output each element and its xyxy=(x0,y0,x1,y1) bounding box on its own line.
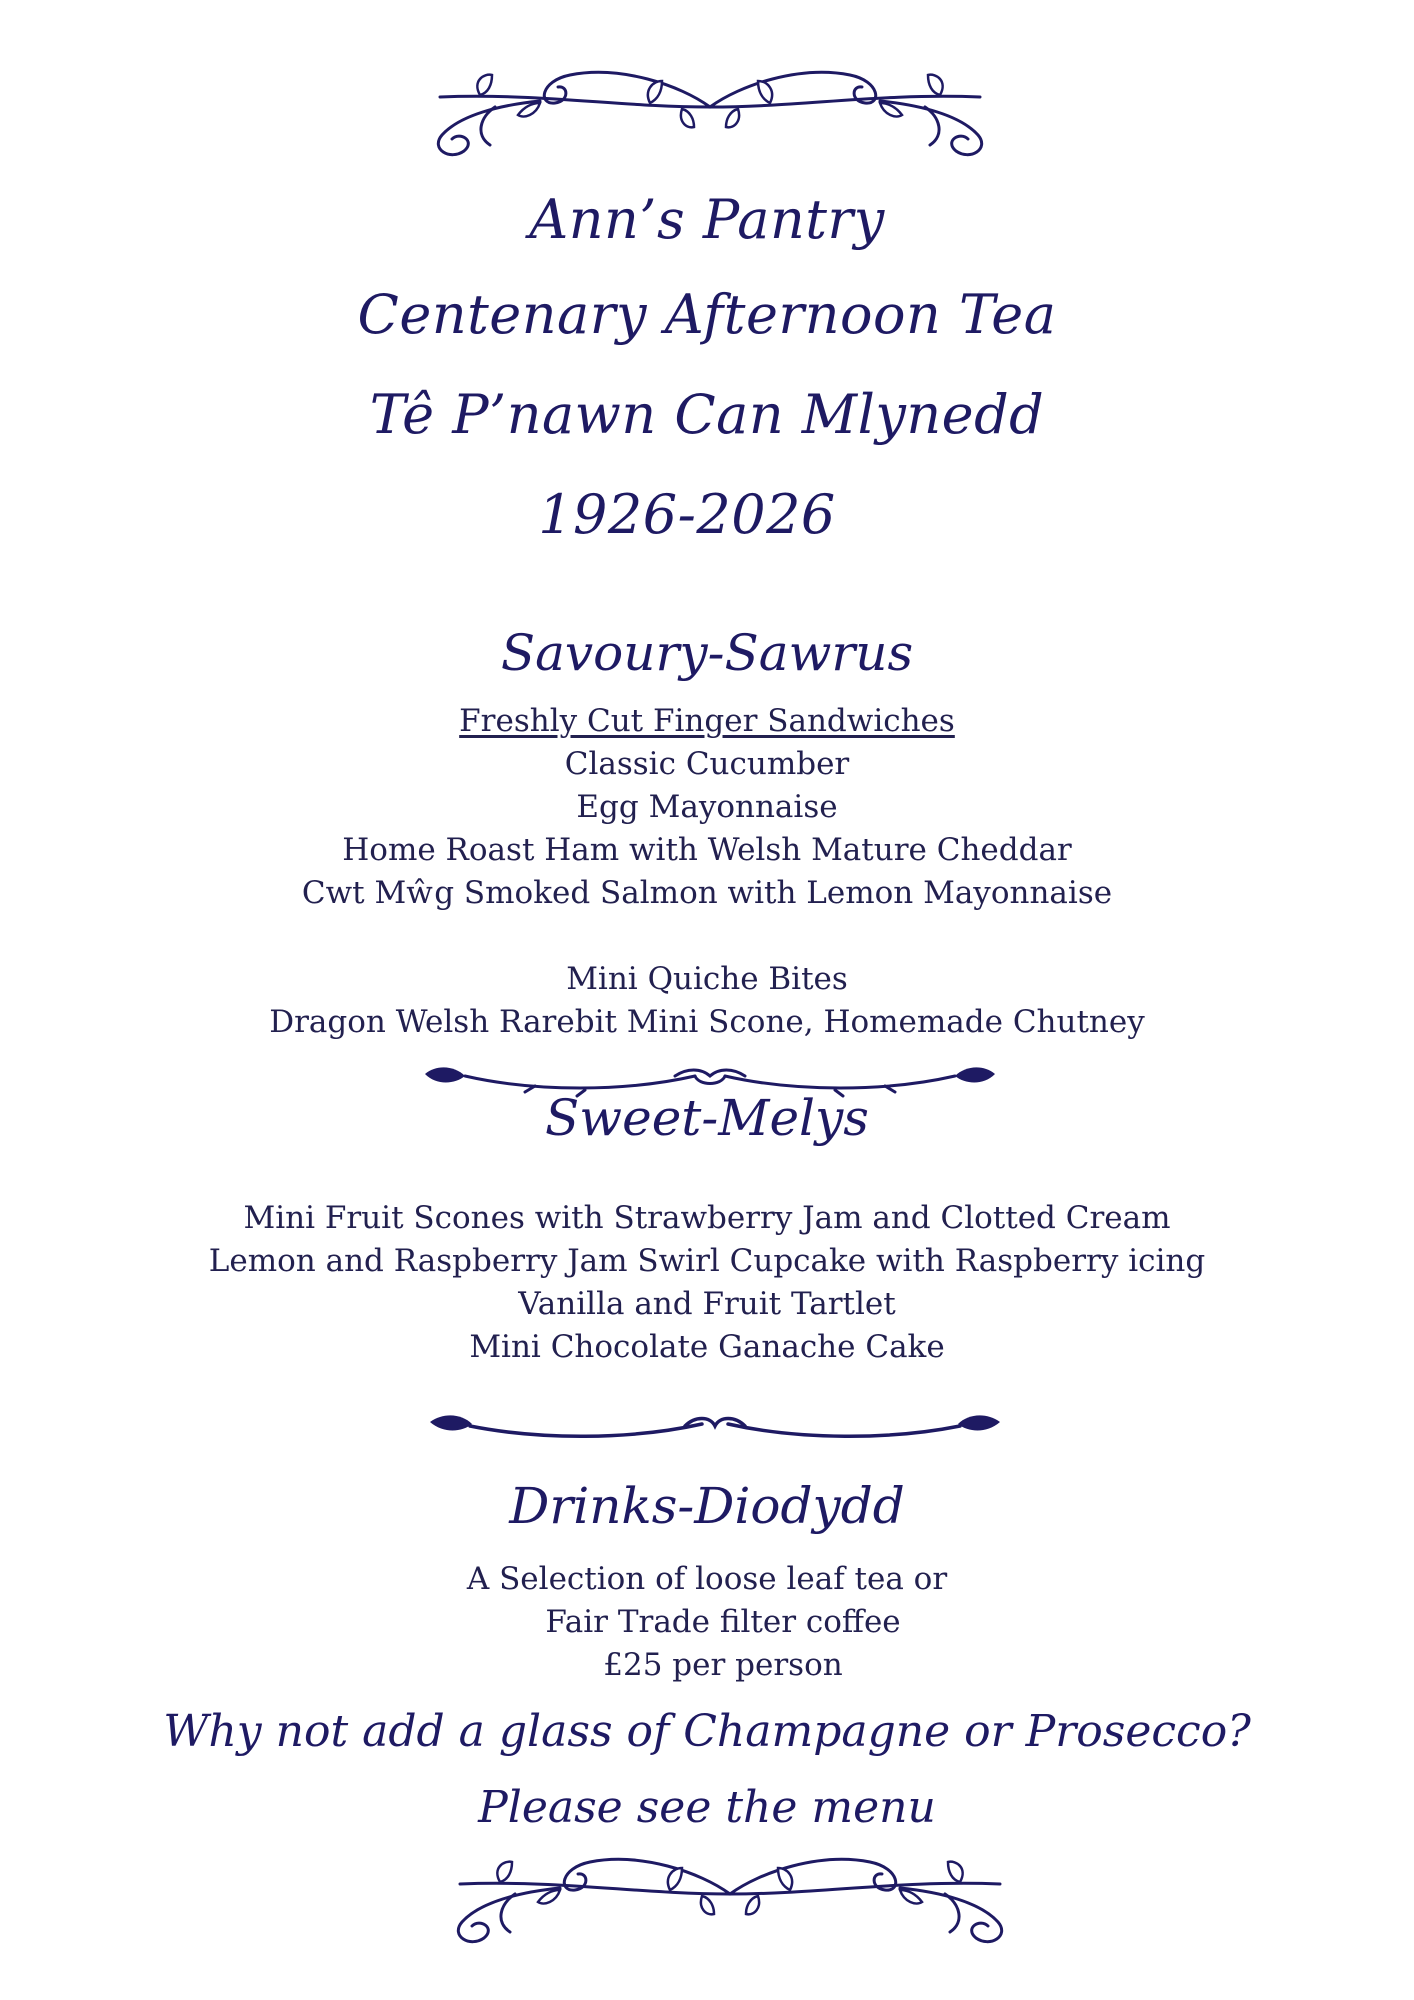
price: £25 per person xyxy=(603,1647,843,1683)
swash-divider-icon xyxy=(430,1412,1000,1448)
top-flourish-icon xyxy=(420,45,1000,165)
event-years: 1926-2026 xyxy=(538,483,836,546)
sandwich-item: Egg Mayonnaise xyxy=(576,789,838,825)
promo-note: Please see the menu xyxy=(478,1782,936,1833)
sandwich-item: Home Roast Ham with Welsh Mature Cheddar xyxy=(342,832,1072,868)
sweet-item: Mini Fruit Scones with Strawberry Jam and Clotted Cream xyxy=(243,1200,1171,1236)
savoury-extra-item: Mini Quiche Bites xyxy=(566,961,848,997)
restaurant-name: Ann’s Pantry xyxy=(529,188,885,251)
sweet-item: Mini Chocolate Ganache Cake xyxy=(469,1329,945,1365)
savoury-extra-item: Dragon Welsh Rarebit Mini Scone, Homemade Chutney xyxy=(269,1004,1145,1040)
promo-question: Why not add a glass of Champagne or Prosecco? xyxy=(163,1706,1251,1757)
sandwich-item: Cwt Mŵg Smoked Salmon with Lemon Mayonnaise xyxy=(301,875,1113,911)
sandwich-item: Classic Cucumber xyxy=(564,746,850,782)
event-title-english: Centenary Afternoon Tea xyxy=(357,283,1057,346)
sweet-item: Lemon and Raspberry Jam Swirl Cupcake with Raspberry icing xyxy=(208,1243,1206,1279)
drinks-line: Fair Trade filter coffee xyxy=(545,1604,901,1640)
savoury-heading: Savoury-Sawrus xyxy=(500,624,914,682)
drinks-heading: Drinks-Diodydd xyxy=(509,1477,905,1535)
event-title-welsh: Tê P’nawn Can Mlynedd xyxy=(369,383,1045,446)
sweet-heading: Sweet-Melys xyxy=(545,1089,869,1147)
sweet-item: Vanilla and Fruit Tartlet xyxy=(518,1286,896,1322)
drinks-line: A Selection of loose leaf tea or xyxy=(466,1561,948,1597)
sandwiches-subheading-text: Freshly Cut Finger Sandwiches xyxy=(459,703,955,739)
sandwiches-subheading xyxy=(0,700,1414,743)
bottom-flourish-icon xyxy=(440,1832,1020,1952)
